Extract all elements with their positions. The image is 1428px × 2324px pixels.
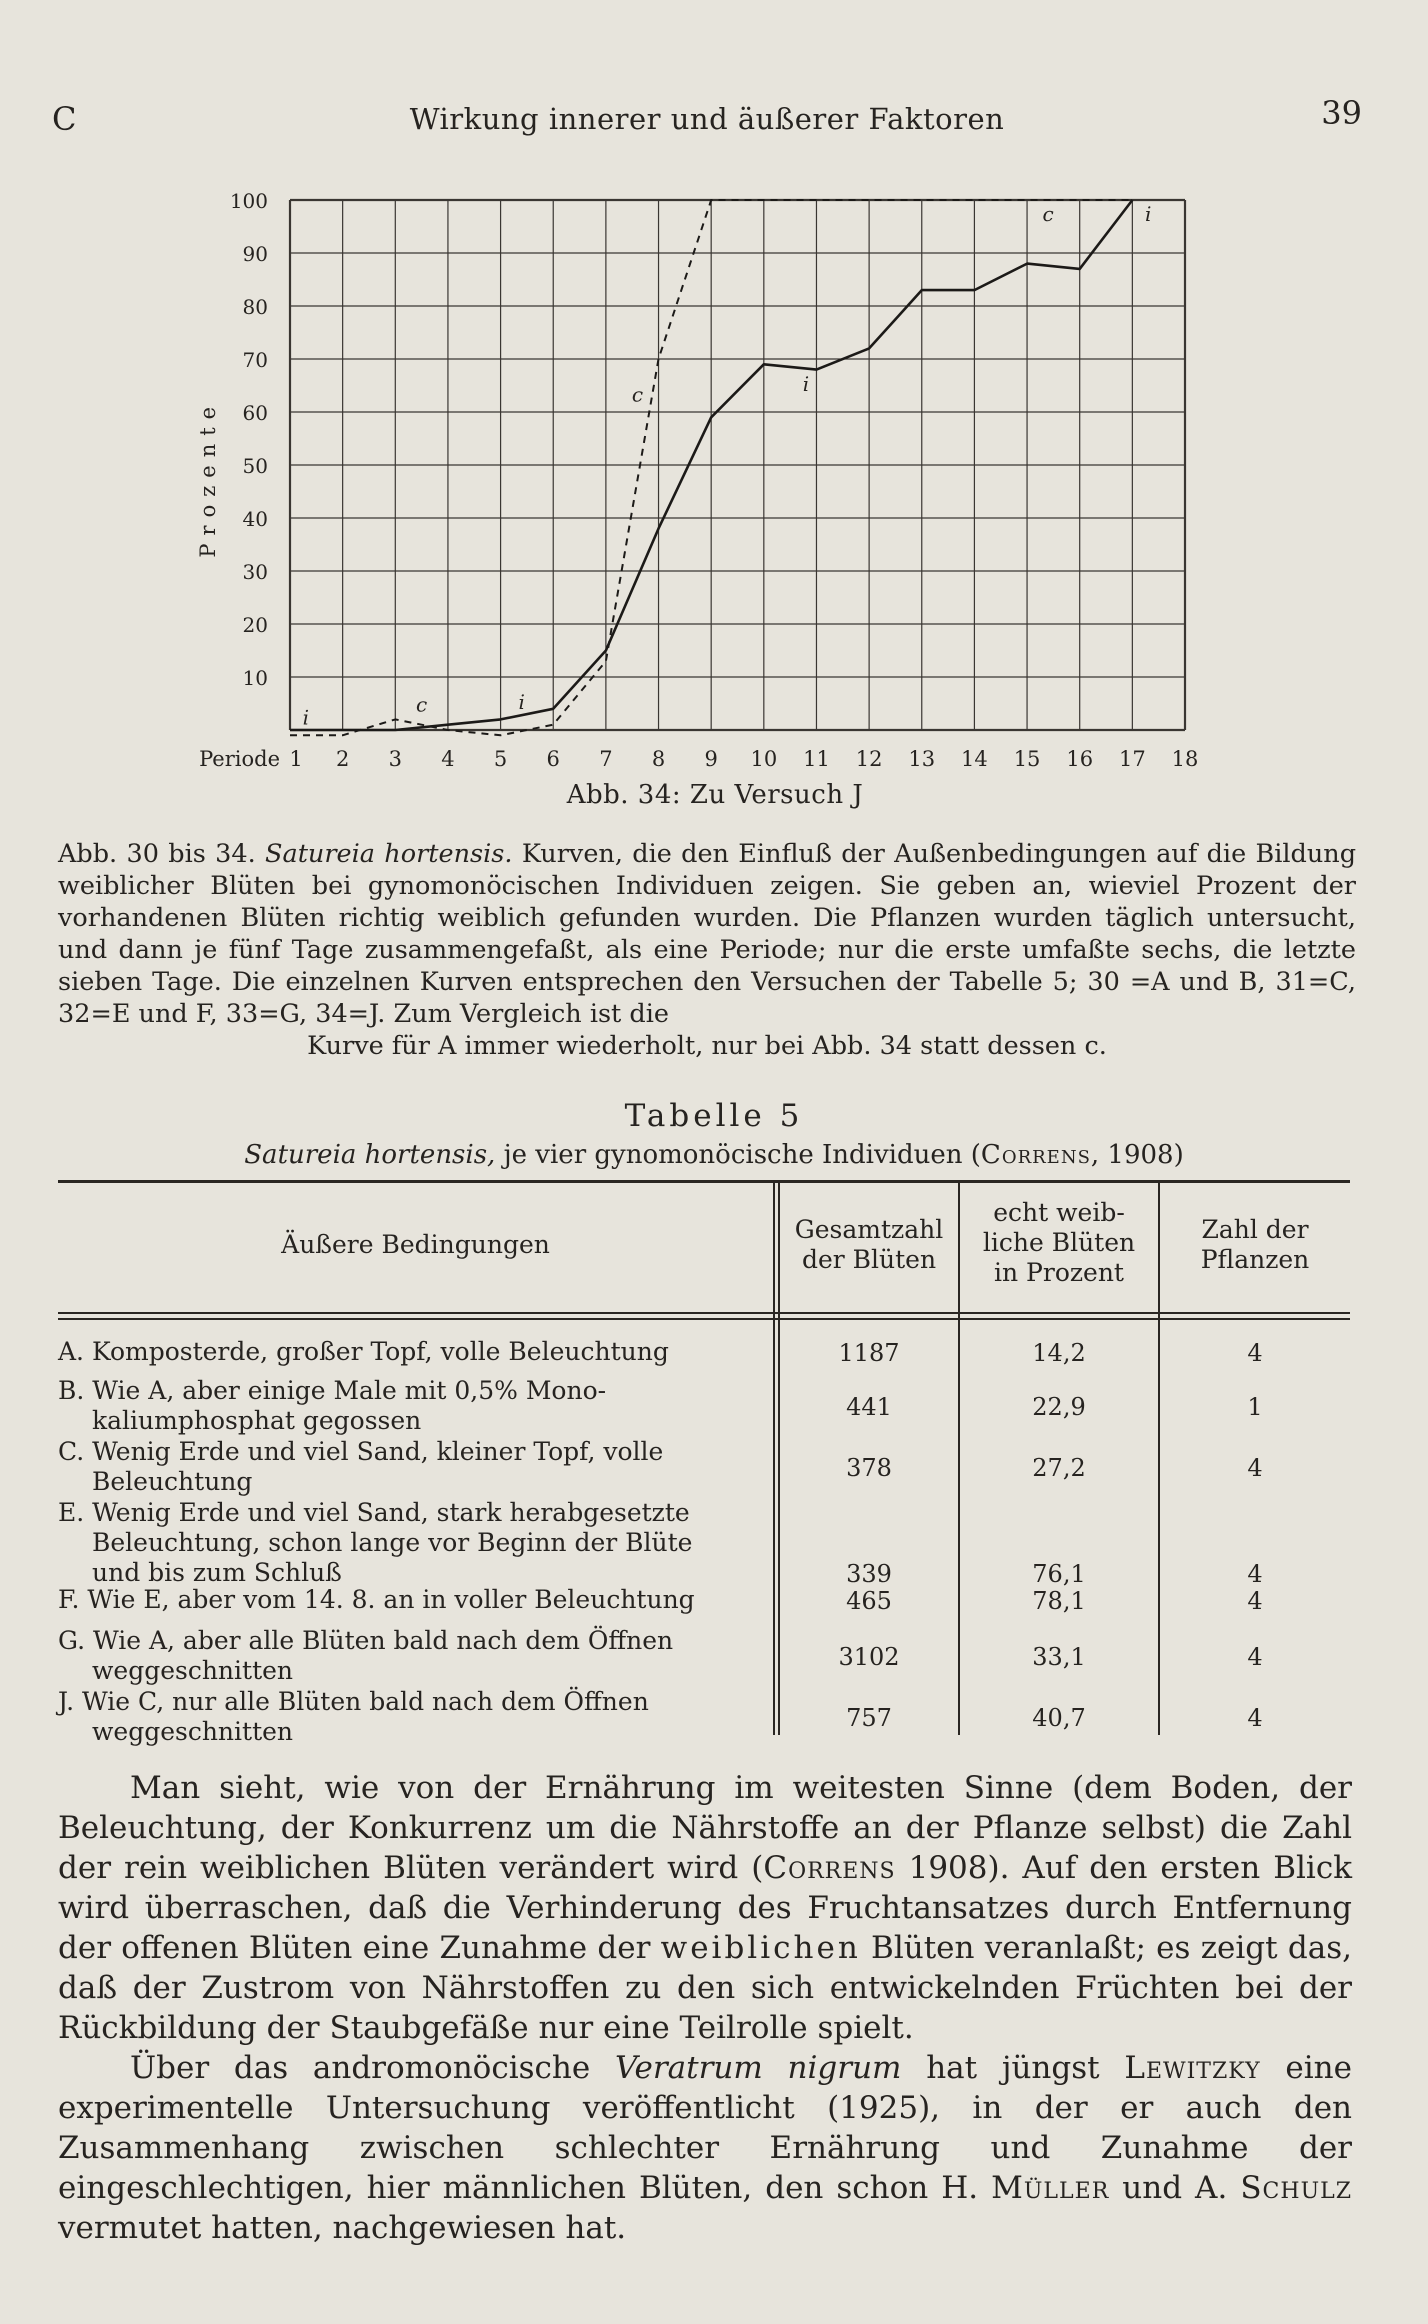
table-top-rule [58, 1180, 1350, 1183]
row-condition [58, 1626, 770, 1686]
row-condition-line: Beleuchtung [92, 1467, 253, 1496]
cell-plants: 1 [1247, 1393, 1263, 1421]
table-subtitle-year: , 1908) [1090, 1140, 1184, 1170]
text-run: hat jüngst [901, 2050, 1125, 2086]
x-tick-label: 8 [651, 747, 666, 771]
x-tick-label: 6 [546, 747, 560, 771]
caption-last-line: Kurve für A immer wiederholt, nur bei Abb. 34 statt dessen c. [307, 1031, 1107, 1061]
cell-total: 378 [846, 1454, 892, 1482]
cell-percent: 78,1 [1032, 1587, 1086, 1615]
cell-plants: 4 [1247, 1587, 1263, 1615]
header-total-line: der Blüten [801, 1245, 937, 1274]
running-title: Wirkung innerer und äußerer Faktoren [409, 102, 1005, 136]
series-annotation: c [631, 382, 644, 407]
row-condition-line: kaliumphosphat gegossen [92, 1406, 422, 1435]
x-tick-label: 5 [493, 747, 508, 771]
x-tick-label: 13 [908, 747, 936, 771]
paragraph [58, 1768, 1352, 2048]
text-run: und A. [1109, 2170, 1241, 2206]
header-plants [1160, 1215, 1350, 1275]
series-annotation: c [416, 692, 428, 717]
y-tick-label: 80 [242, 295, 268, 319]
cell-total: 339 [846, 1560, 892, 1588]
data-table [58, 1180, 1350, 1746]
row-condition [58, 1498, 770, 1588]
cell-plants: 4 [1247, 1704, 1263, 1732]
row-condition [58, 1437, 770, 1497]
x-tick-label: 1 [289, 747, 303, 771]
y-tick-label: 10 [242, 666, 268, 690]
figure-caption [58, 838, 1356, 1062]
series-annotation: i [802, 371, 810, 396]
y-axis-label: Prozente [196, 398, 220, 558]
x-axis-label: Periode [199, 747, 280, 771]
x-tick-label: 14 [961, 747, 988, 771]
header-plants-line: Zahl der [1201, 1215, 1309, 1244]
author-name: Lewitzky [1124, 2050, 1261, 2086]
row-condition-line: J. Wie C, nur alle Blüten bald nach dem Öffnen [58, 1687, 649, 1716]
table-subtitle-species: Satureia hortensis, [244, 1140, 496, 1170]
cell-plants: 4 [1247, 1560, 1263, 1588]
y-tick-label: 60 [242, 401, 268, 425]
x-tick-label: 17 [1118, 747, 1146, 771]
x-tick-label: 18 [1171, 747, 1199, 771]
cell-total: 757 [846, 1704, 892, 1732]
y-tick-label: 70 [242, 348, 268, 372]
y-tick-label: 50 [242, 454, 268, 478]
cell-percent: 22,9 [1032, 1393, 1086, 1421]
species-name: Veratrum nigrum [614, 2050, 902, 2086]
header-total [780, 1215, 958, 1275]
row-condition-line: E. Wenig Erde und viel Sand, stark herabgesetzte [58, 1498, 690, 1527]
section-letter: C [52, 100, 77, 138]
y-tick-label: 20 [242, 613, 268, 637]
row-condition-line: B. Wie A, aber einige Male mit 0,5% Mono- [58, 1376, 607, 1405]
table-subtitle [0, 1140, 1428, 1170]
figure-abb-34 [190, 190, 1240, 830]
line-chart [190, 190, 1240, 780]
text-run: Blüten veranlaßt; es zeigt das, daß der Zustrom von Nährstoffen zu den sich entwickelnden Früchten bei der Rückbildung der Staubgefäße nur eine Teilrolle spielt. [58, 1930, 1352, 2046]
x-tick-label: 7 [599, 747, 613, 771]
cell-total: 465 [846, 1587, 892, 1615]
y-tick-label: 40 [242, 507, 268, 531]
x-tick-label: 2 [335, 747, 350, 771]
cell-plants: 4 [1247, 1339, 1263, 1367]
cell-percent: 40,7 [1032, 1704, 1086, 1732]
series-annotation: i [1144, 202, 1152, 227]
row-condition [58, 1376, 770, 1436]
row-condition [58, 1687, 770, 1747]
cell-percent: 33,1 [1032, 1643, 1086, 1671]
paragraph [58, 2048, 1352, 2248]
body-text [58, 1768, 1352, 2248]
x-tick-label: 9 [704, 747, 718, 771]
text-run: eine experimentelle Untersuchung veröffentlicht (1925), in der er auch den Zusammenhang zwischen schlechter Ernährung und Zunahme der eingeschlechtigen, hier männlichen Blüten, den schon H. [58, 2050, 1352, 2206]
row-condition-line: F. Wie E, aber vom 14. 8. an in voller Beleuchtung [58, 1585, 695, 1614]
table-subtitle-text: je vier gynomonöcische Individuen ( [503, 1140, 981, 1170]
cell-percent: 76,1 [1032, 1560, 1086, 1588]
figure-label: Abb. 34: Zu Versuch J [566, 780, 864, 810]
x-tick-label: 15 [1013, 747, 1041, 771]
series-annotation: i [302, 705, 309, 730]
header-total-line: Gesamtzahl [794, 1215, 944, 1244]
header-percent-line: in Prozent [994, 1258, 1124, 1287]
caption-species: Satureia hortensis. [265, 839, 513, 869]
header-conditions: Äußere Bedingungen [281, 1230, 550, 1259]
cell-total: 441 [846, 1393, 892, 1421]
caption-lead: Abb. 30 bis 34. [58, 839, 256, 869]
emphasis: weiblichen [660, 1930, 861, 1966]
running-head [52, 94, 1362, 144]
author-name: Müller [991, 2170, 1110, 2206]
y-tick-label: 90 [242, 242, 268, 266]
row-condition-line: weggeschnitten [92, 1656, 294, 1685]
series-annotation: i [518, 689, 525, 714]
table-col-divider [773, 1183, 775, 1735]
author-name: Correns [763, 1850, 896, 1886]
cell-percent: 27,2 [1032, 1454, 1086, 1482]
cell-plants: 4 [1247, 1454, 1263, 1482]
author-name: Schulz [1240, 2170, 1353, 2206]
cell-total: 3102 [838, 1643, 900, 1671]
table-subtitle-author: Correns [980, 1140, 1091, 1170]
header-percent-line: liche Blüten [982, 1228, 1136, 1257]
cell-total: 1187 [838, 1339, 900, 1367]
x-tick-label: 10 [750, 747, 778, 771]
row-condition-line: weggeschnitten [92, 1717, 294, 1746]
text-run: Man sieht, wie von der Ernährung im weitesten Sinne (dem Boden, der Beleuchtung, der Konkurrenz um die Nährstoffe an der Pflanze selbst) die Zahl der rein weiblichen Blüten verändert wird ( [58, 1770, 1352, 1886]
x-tick-label: 3 [388, 747, 402, 771]
text-run: vermutet hatten, nachgewiesen hat. [58, 2210, 627, 2246]
x-tick-label: 11 [803, 747, 830, 771]
x-tick-label: 16 [1066, 747, 1094, 771]
cell-percent: 14,2 [1032, 1339, 1086, 1367]
y-tick-label: 100 [229, 190, 268, 213]
text-run: Über das andromonöcische [130, 2050, 615, 2086]
header-percent [960, 1198, 1158, 1288]
cell-plants: 4 [1247, 1643, 1263, 1671]
caption-text: Kurven, die den Einfluß der Außenbedingungen auf die Bildung weiblicher Blüten bei gynomonöcischen Individuen zeigen. Sie geben an, wieviel Prozent der vorhandenen Blüten richtig weiblich gefunden wurden. Die Pflanzen wurden täglich untersucht, und dann je fünf Tage zusammengefaßt, als eine Periode; nur die erste umfaßte sechs, die letzte sieben Tage. Die einzelnen Kurven entsprechen den Versuchen der Tabelle 5; 30 =A und B, 31=C, 32=E und F, 33=G, 34=J. Zum Vergleich ist die [58, 839, 1357, 1029]
row-condition-line: C. Wenig Erde und viel Sand, kleiner Topf, volle [58, 1437, 664, 1466]
table-header-rule-2 [58, 1318, 1350, 1320]
header-percent-line: echt weib- [993, 1198, 1125, 1227]
page-number: 39 [1321, 94, 1362, 132]
table-title: Tabelle 5 [624, 1098, 804, 1134]
row-condition [58, 1337, 770, 1367]
y-tick-label: 30 [242, 560, 268, 584]
row-condition [58, 1585, 770, 1615]
table-header-rule [58, 1312, 1350, 1314]
row-condition-line: A. Komposterde, großer Topf, volle Beleuchtung [58, 1337, 669, 1366]
header-plants-line: Pflanzen [1200, 1245, 1310, 1274]
x-tick-label: 12 [855, 747, 883, 771]
x-tick-label: 4 [441, 747, 455, 771]
text-run: 1908). Auf den ersten Blick wird überraschen, daß die Verhinderung des Fruchtansatzes durch Entfernung der offenen Blüten eine Zunahme der [58, 1850, 1352, 1966]
row-condition-line: G. Wie A, aber alle Blüten bald nach dem Öffnen [58, 1626, 674, 1655]
row-condition-line: Beleuchtung, schon lange vor Beginn der Blüte [92, 1528, 693, 1557]
series-annotation: c [1042, 202, 1054, 227]
row-condition-line: und bis zum Schluß [92, 1558, 342, 1587]
